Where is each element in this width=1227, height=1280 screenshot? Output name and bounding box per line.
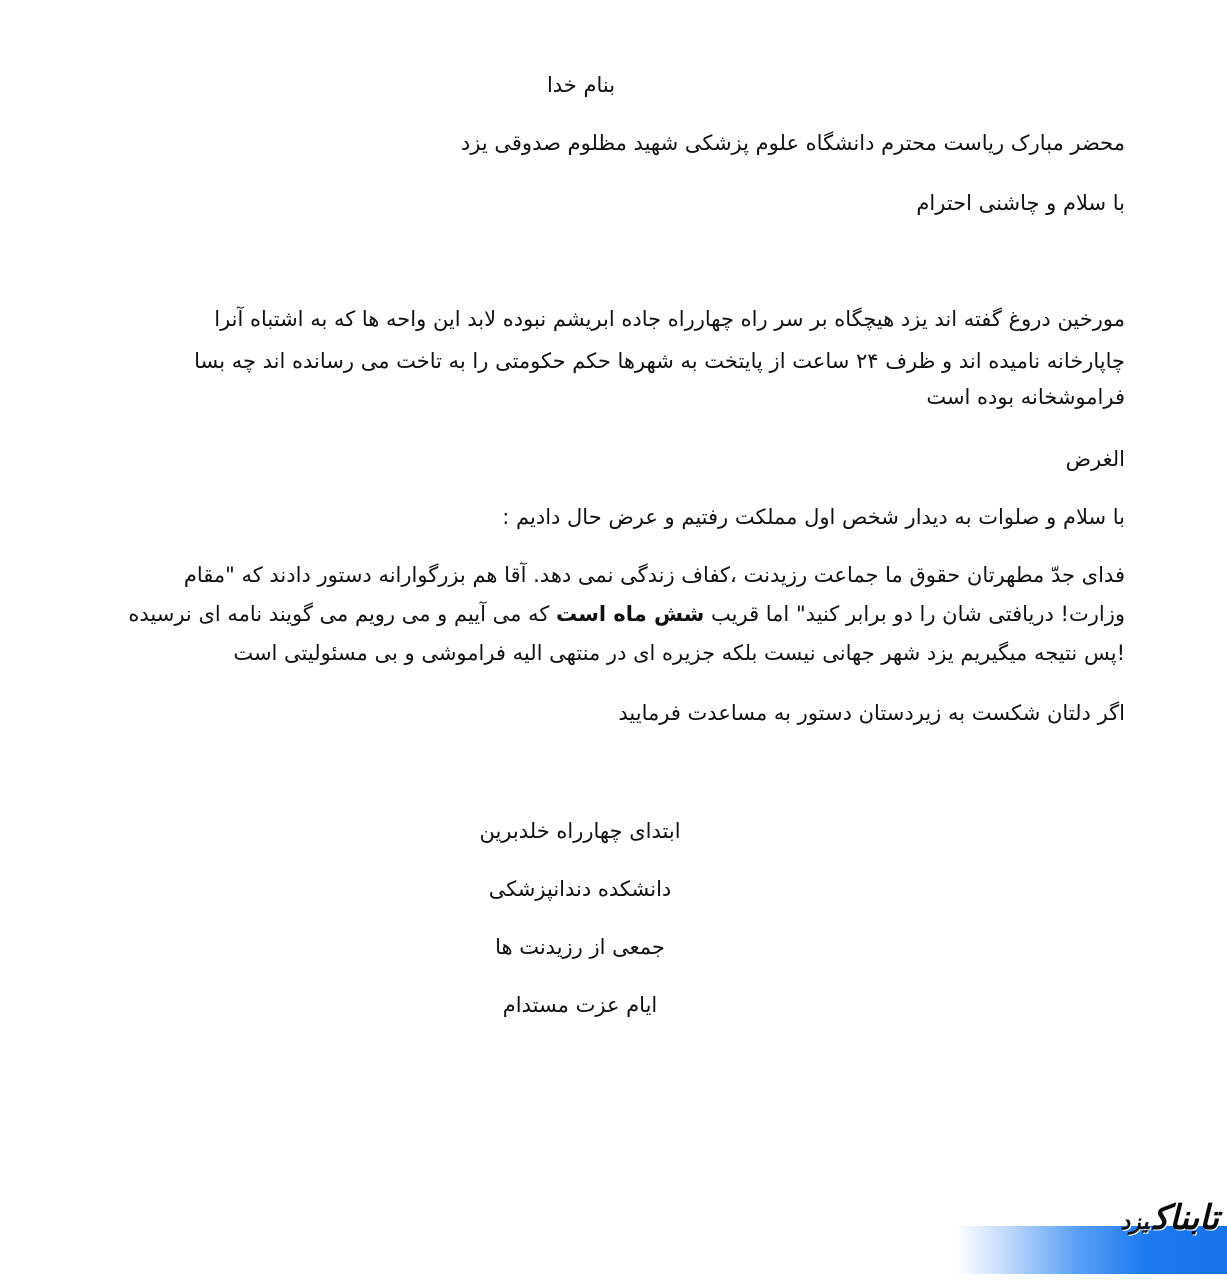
letter-salutation: با سلام و چاشنی احترام [916,191,1125,215]
signature-line-4: ایام عزت مستدام [502,993,658,1017]
paragraph-complaint-line-3: !پس نتیجه میگیریم یزد شهر جهانی نیست بلکه جزیره ای در منتهی الیه فراموشی و بی مسئولیتی است [233,641,1125,665]
watermark-city: یزد [1120,1209,1149,1235]
paragraph-history [55,298,1125,412]
algharaz-heading: الغرض [1065,447,1125,471]
paragraph-history-line-2: چاپارخانه نامیده اند و ظرف ۲۴ ساعت از پایتخت به شهرها حکم حکومتی را به تاخت می رسانده اند چه بسا [194,349,1125,373]
paragraph-visit: با سلام و صلوات به دیدار شخص اول مملکت رفتیم و عرض حال دادیم : [502,505,1125,529]
closing-request: اگر دلتان شکست به زیردستان دستور به مساعدت فرمایید [618,701,1125,725]
paragraph-complaint [55,554,1125,674]
paragraph-complaint-line-1: فدای جدّ مطهرتان حقوق ما جماعت رزیدنت ،کفاف زندگی نمی دهد. آقا هم بزرگوارانه دستور دادند که "مقام [183,563,1125,587]
letter-addressee: محضر مبارک ریاست محترم دانشگاه علوم پزشکی شهید مظلوم صدوقی یزد [460,131,1125,155]
letter-opening: بنام خدا [546,73,616,97]
complaint-line-2-before: وزارت! دریافتی شان را دو برابر کنید" اما قریب [704,602,1125,626]
six-months-emphasis: شش ماه است [556,602,705,626]
paragraph-history-line-1: مورخین دروغ گفته اند یزد هیچگاه بر سر راه چهارراه جاده ابریشم نبوده لابد این واحه ها که به اشتباه آنرا [214,307,1125,331]
watermark-logo [1120,1198,1219,1238]
complaint-line-2-after: که می آییم و می رویم می گویند نامه ای نرسیده [128,602,557,626]
paragraph-complaint-line-2 [55,596,1125,632]
signature-line-3: جمعی از رزیدنت ها [495,935,665,959]
signature-line-2: دانشکده دندانپزشکی [488,877,672,901]
watermark-brand: تابناک [1152,1198,1219,1238]
paragraph-history-line-3: فراموشخانه بوده است [926,385,1125,409]
signature-line-1: ابتدای چهارراه خلدبرین [479,819,681,843]
